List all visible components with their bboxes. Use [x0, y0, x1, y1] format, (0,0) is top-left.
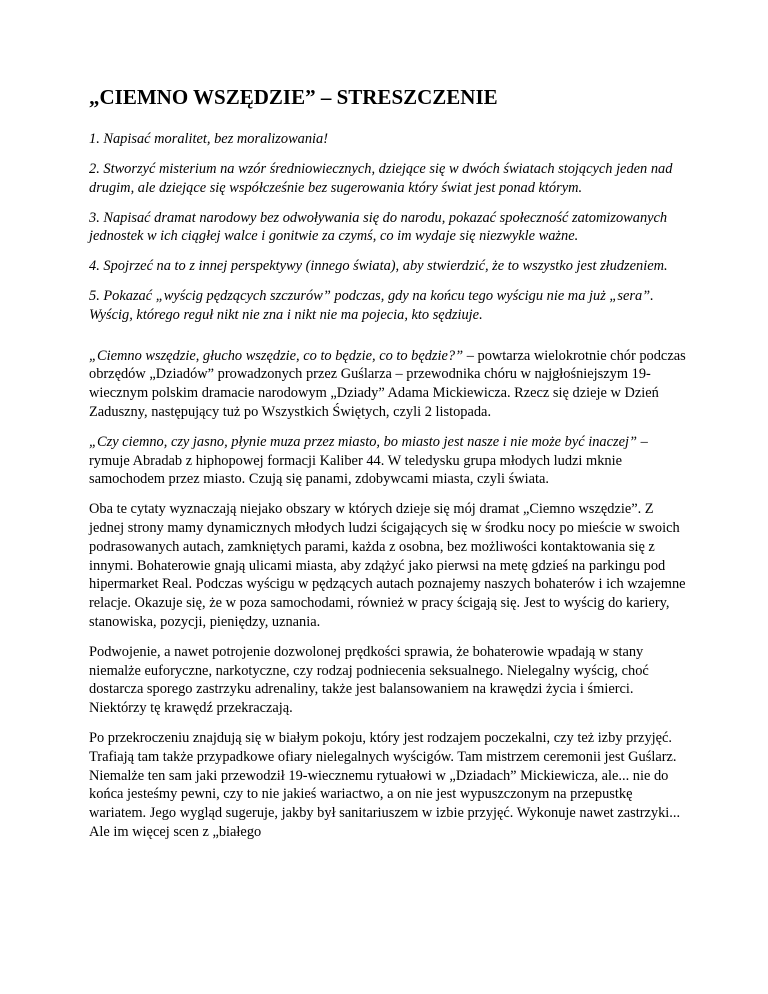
- body-paragraph: Podwojenie, a nawet potrojenie dozwolonej prędkości sprawia, że bohaterowie wpadają w stany niemalże euforyczne, narkotyczne, czy rodzaj podniecenia seksualnego. Nielegalny wyścig, choć dostarcza sporego zastrzyku adrenaliny, także jest balansowaniem na krawędzi życia i śmierci. Niektórzy tę krawędź przekraczają.: [89, 643, 649, 717]
- quote-paragraph-kaliber: [89, 433, 691, 489]
- goal-item: 5. Pokazać „wyścig pędzących szczurów” podczas, gdy na końcu tego wyścigu nie ma już „sera”. Wyścig, którego reguł nikt nie zna i nikt nie ma pojecia, kto sędziuje.: [89, 288, 654, 323]
- quote-paragraph-dziady: [89, 347, 691, 422]
- quote-kaliber: „Czy ciemno, czy jasno, płynie muza przez miasto, bo miasto jest nasze i nie może być inaczej”: [89, 433, 637, 450]
- goal-item: 4. Spojrzeć na to z innej perspektywy (innego świata), aby stwierdzić, że to wszystko jest złudzeniem.: [89, 258, 668, 275]
- goal-item: 2. Stworzyć misterium na wzór średniowiecznych, dziejące się w dwóch światach stojących jeden nad drugim, ale dziejące się współcześnie bez sugerowania który świat jest ponad którym.: [89, 161, 673, 196]
- document-page: [89, 84, 691, 853]
- quote-dziady: „Ciemno wszędzie, głucho wszędzie, co to będzie, co to będzie?”: [89, 347, 464, 364]
- body-paragraph: Oba te cytaty wyznaczają niejako obszary w których dzieje się mój dramat „Ciemno wszędzie”. Z jednej strony mamy dynamicznych młodych ludzi ścigających się w środku nocy po mieście w swoich podrasowanych autach, zamkniętych parami, każda z osobna, bez możliwości kontaktowania się z innymi. Bohaterowie gnają ulicami miasta, aby zdążyć jako pierwsi na metę gdzieś na parkingu pod hipermarket Real. Podczas wyścigu w pędzących autach poznajemy naszych bohaterów i ich wzajemne relacje. Okazuje się, że w poza samochodami, również w pracy ścigają się. Jest to wyścig do kariery, stanowiska, pozycji, pieniędzy, uznania.: [89, 501, 686, 631]
- body-paragraph: Po przekroczeniu znajdują się w białym pokoju, który jest rodzajem poczekalni, czy też izby przyjęć. Trafiają tam także przypadkowe ofiary nielegalnych wyścigów. Tam mistrzem ceremonii jest Guślarz. Niemalże ten sam jaki przewodził 19-wiecznemu rytuałowi w „Dziadach” Mickiewicza, ale... nie do końca jesteśmy pewni, czy to nie jakieś wariactwo, a on nie jest wypuszczonym na przepustkę wariatem. Jego wygląd sugeruje, jakby był sanitariuszem w izbie przyjęć. Wykonuje nawet zastrzyki... Ale im więcej scen z „białego: [89, 730, 681, 840]
- goal-item: 1. Napisać moralitet, bez moralizowania!: [89, 131, 329, 148]
- quote-dziady-commentary: – powtarza wielokrotnie chór podczas obrzędów „Dziadów” prowadzonych przez Guślarza – przewodnika chóru w najgłośniejszym 19- wiecznym polskim dramacie narodowym „Dziady” Adama Mickiewicza. Rzecz się dzieje w Dzień Zaduszny, następujący tuż po Wszystkich Świętych, czyli 2 listopada.: [89, 347, 686, 421]
- document-title: „CIEMNO WSZĘDZIE” – STRESZCZENIE: [89, 85, 498, 109]
- goal-item: 3. Napisać dramat narodowy bez odwoływania się do narodu, pokazać społeczność zatomizowanych jednostek w ich ciągłej walce i gonitwie za czymś, co im wydaje się niezwykle ważne.: [89, 209, 668, 245]
- quote-kaliber-commentary: – rymuje Abradab z hiphopowej formacji Kaliber 44. W teledysku grupa młodych ludzi mknie samochodem przez miasto. Czują się panami, zdobywcami miasta, czyli świata.: [89, 433, 648, 488]
